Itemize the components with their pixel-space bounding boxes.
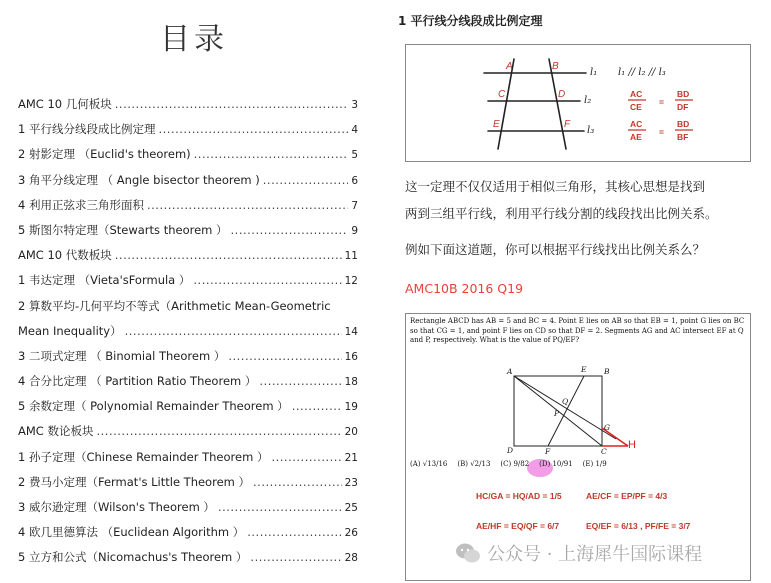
toc-row-title: 2 算数平均-几何平均不等式（Arithmetic Mean-Geometric — [18, 298, 331, 313]
toc-row-page: 12 — [344, 275, 358, 288]
toc-row-leader — [228, 349, 341, 363]
problem-line1: Rectangle ABCD has AB = 5 and BC = 4. Point E lies on AB so that EB = 1, point G lies on BC — [410, 317, 745, 325]
toc-row[interactable] — [18, 449, 358, 474]
toc-row-title: AMC 10 代数板块 — [18, 248, 112, 263]
toc-row-page: 21 — [344, 451, 358, 464]
toc-row[interactable] — [18, 323, 358, 348]
toc-row[interactable] — [18, 121, 358, 146]
toc-row[interactable] — [18, 348, 358, 373]
watermark — [455, 540, 702, 566]
toc-row-page: 4 — [351, 124, 358, 137]
handwritten-2: AE/CF = EP/PF = 4/3 — [586, 491, 668, 501]
toc-row-page: 19 — [344, 401, 358, 414]
ratio2-num1: AC — [630, 119, 643, 129]
choice-a: (A) √13/16 — [410, 460, 448, 468]
handwritten-1: HC/GA = HQ/AD = 1/5 — [476, 491, 562, 501]
toc-row-title: 5 斯图尔特定理（Stewarts theorem ） — [18, 222, 228, 237]
toc-row-leader — [271, 450, 341, 464]
point-g: G — [604, 423, 610, 432]
toc-row[interactable] — [18, 298, 358, 323]
toc-row[interactable] — [18, 499, 358, 524]
point-d: D — [507, 446, 514, 455]
label-c: C — [498, 89, 506, 100]
toc-row-page: 18 — [344, 376, 358, 389]
toc-row[interactable] — [18, 549, 358, 574]
toc-row[interactable] — [18, 474, 358, 499]
paragraph-1-line1: 这一定理不仅仅适用于相似三角形，其核心思想是找到 — [405, 179, 706, 194]
parallel-lines-drawing — [406, 45, 750, 161]
toc-row-page: 9 — [351, 224, 358, 237]
toc-row-title: AMC 数论板块 — [18, 424, 94, 439]
problem-line2: so that CG = 1, and point F lies on CD so that DF = 2. Segments AG and AC intersect EF at Q — [410, 326, 744, 335]
toc-row-title: 5 立方和公式（Nicomachus's Theorem ） — [18, 550, 248, 565]
toc-row-leader — [292, 399, 342, 413]
watermark-text: 公众号 · 上海犀牛国际课程 — [487, 544, 703, 565]
point-c: C — [601, 447, 607, 456]
choice-d: (D) 10/91 — [539, 460, 573, 468]
toc-row-page: 3 — [351, 99, 358, 111]
toc-row-page: 20 — [344, 426, 358, 439]
ratio1-den1: CE — [630, 102, 642, 112]
toc-row-leader — [259, 374, 341, 388]
toc-row-leader — [147, 198, 348, 212]
point-p: P — [554, 409, 560, 418]
toc-row-page: 23 — [344, 476, 358, 489]
toc-row[interactable] — [18, 222, 358, 247]
segment-ag — [514, 376, 616, 439]
toc-row[interactable] — [18, 272, 358, 297]
toc-row-leader — [158, 122, 348, 136]
toc-row-page: 7 — [351, 199, 358, 212]
toc-title: 目录 — [160, 22, 228, 57]
parallel-note: l₁ // l₂ // l₃ — [618, 67, 666, 78]
toc-row-leader — [194, 147, 349, 161]
amc-problem-label: AMC10B 2016 Q19 — [405, 281, 524, 296]
section-title: 1 平行线分线段成比例定理 — [398, 14, 543, 28]
toc-row-title: 3 二项式定理 （ Binomial Theorem ） — [18, 348, 226, 363]
point-h: H — [628, 439, 636, 451]
toc-row[interactable] — [18, 524, 358, 549]
point-e: E — [581, 365, 587, 374]
toc-row-title: 4 合分比定理 （ Partition Ratio Theorem ） — [18, 374, 257, 389]
point-q: Q — [562, 397, 569, 406]
handwritten-4: EQ/EF = 6/13 , PF/FE = 3/7 — [586, 521, 691, 531]
toc-row-page: 6 — [351, 174, 358, 187]
label-d: D — [558, 89, 566, 100]
toc-row-page: 26 — [344, 527, 358, 540]
toc-row[interactable] — [18, 398, 358, 423]
toc-row[interactable] — [18, 146, 358, 171]
toc-row[interactable] — [18, 423, 358, 448]
table-of-contents — [18, 96, 358, 575]
answer-choices — [410, 460, 607, 468]
toc-row-leader — [253, 475, 342, 489]
choice-b: (B) √2/13 — [457, 460, 491, 468]
toc-row-title: 1 韦达定理 （Vieta'sFormula ） — [18, 273, 191, 288]
toc-row-leader — [193, 273, 341, 287]
ratio2-eq: = — [659, 127, 664, 137]
handwritten-3: AE/HF = EQ/QF = 6/7 — [476, 521, 560, 531]
ratio1-den2: DF — [677, 102, 689, 112]
toc-row-leader — [96, 424, 341, 438]
toc-row-title: 2 费马小定理（Fermat's Little Theorem ） — [18, 474, 251, 489]
toc-row-page: 14 — [344, 325, 358, 338]
ratio1-num2: BD — [677, 89, 690, 99]
ratio2-num2: BD — [677, 119, 690, 129]
point-b: B — [604, 367, 610, 376]
choice-e: (E) 1/9 — [582, 460, 607, 468]
ratio2-den1: AE — [630, 132, 642, 142]
ratio1-eq: = — [659, 97, 664, 107]
point-f: F — [545, 447, 551, 456]
toc-row[interactable] — [18, 247, 358, 272]
toc-row[interactable] — [18, 172, 358, 197]
paragraph-1-line2: 两到三组平行线，利用平行线分割的线段找出比例关系。 — [405, 206, 718, 221]
toc-row-leader — [115, 97, 349, 111]
paragraph-1 — [405, 173, 718, 227]
point-a: A — [507, 367, 513, 376]
toc-row-title: 5 余数定理（ Polynomial Remainder Theorem ） — [18, 399, 289, 414]
toc-row-title: AMC 10 几何板块 — [18, 97, 112, 111]
toc-row-leader — [125, 324, 342, 338]
toc-row-page: 25 — [344, 502, 358, 514]
toc-row-leader — [263, 173, 349, 187]
label-l3: l₃ — [587, 125, 595, 136]
toc-row-title: 4 欧几里德算法 （Euclidean Algorithm ） — [18, 525, 245, 540]
toc-row-title: 3 角平分线定理 （ Angle bisector theorem ) — [18, 172, 260, 187]
label-a: A — [506, 61, 513, 72]
ratio2-den2: BF — [677, 132, 689, 142]
ratio1-num1: AC — [630, 89, 643, 99]
toc-row[interactable] — [18, 373, 358, 398]
toc-row-leader — [250, 550, 341, 564]
choice-c: (C) 9/82 — [500, 460, 530, 468]
toc-row-page: 5 — [351, 149, 358, 162]
toc-row-title: 1 平行线分线段成比例定理 — [18, 122, 156, 137]
label-f: F — [564, 119, 571, 130]
paragraph-2: 例如下面这道题，你可以根据平行线找出比例关系么？ — [405, 242, 706, 257]
toc-row-page: 28 — [344, 552, 358, 565]
toc-row-title: 4 利用正弦求三角形面积 — [18, 197, 144, 212]
label-e: E — [493, 119, 500, 130]
toc-row-title: Mean Inequality） — [18, 323, 122, 338]
toc-row[interactable] — [18, 197, 358, 222]
toc-row-title: 2 射影定理 （Euclid's theorem) — [18, 147, 191, 162]
toc-row-leader — [231, 223, 349, 237]
toc-row-leader — [218, 500, 342, 514]
toc-row[interactable] — [18, 96, 358, 121]
wechat-icon — [455, 542, 481, 564]
toc-row-leader — [115, 248, 342, 262]
toc-row-page: 11 — [344, 250, 358, 263]
label-l2: l₂ — [584, 95, 592, 106]
problem-line3: and P, respectively. What is the value of PQ/EF? — [410, 336, 580, 344]
toc-row-leader — [247, 525, 341, 539]
toc-row-title: 3 威尔逊定理（Wilson's Theorem ） — [18, 500, 215, 514]
label-l1: l₁ — [590, 67, 598, 78]
parallel-lines-figure — [405, 44, 751, 162]
toc-row-page: 16 — [344, 350, 358, 363]
label-b: B — [552, 61, 559, 72]
toc-row-title: 1 孙子定理（Chinese Remainder Theorem ） — [18, 449, 269, 464]
